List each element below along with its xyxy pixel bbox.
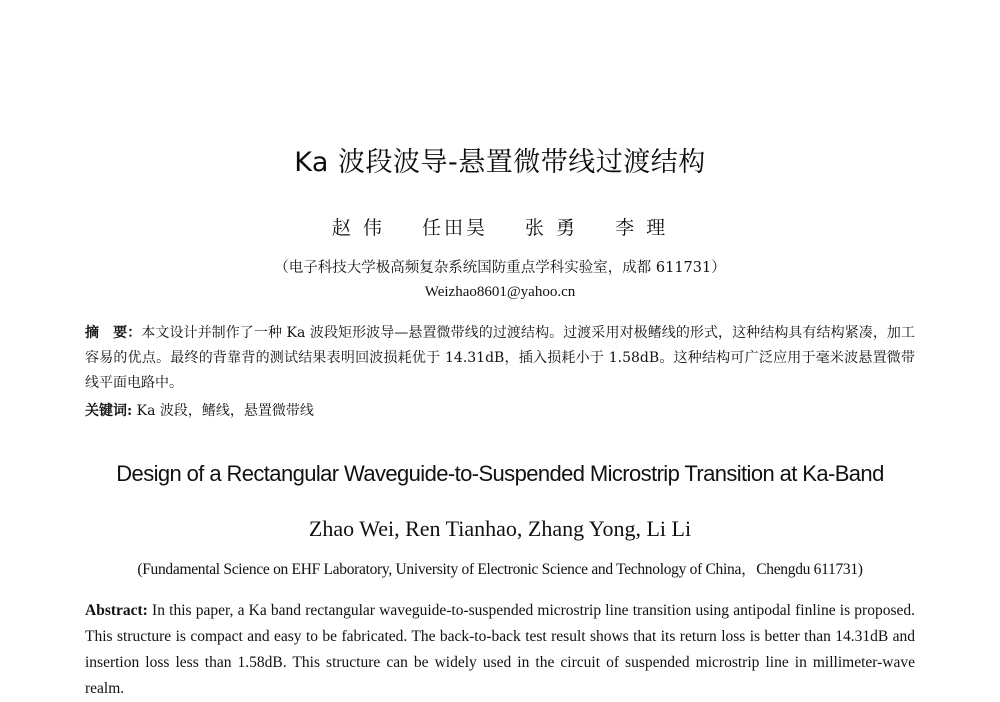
chinese-abstract-text: 本文设计并制作了一种 Ka 波段矩形波导—悬置微带线的过渡结构。过渡采用对极鳍线的形式，这种结构具有结构紧凑，加工容易的优点。最终的背靠背的测试结果表明回波损耗优于 14.31dB，插入损耗小于 1.58dB。这种结构可广泛应用于毫米波悬置微带线平面电路中。: [85, 325, 916, 391]
chinese-keywords: [85, 400, 915, 420]
english-title: Design of a Rectangular Waveguide-to-Suspended Microstrip Transition at Ka-Band: [116, 461, 884, 486]
chinese-abstract: [85, 321, 915, 396]
author-4: 李 理: [615, 217, 669, 239]
english-authors: Zhao Wei, Ren Tianhao, Zhang Yong, Li Li: [308, 516, 692, 541]
chinese-keywords-label: 关键词:: [85, 403, 133, 419]
chinese-keywords-text: Ka 波段，鳍线，悬置微带线: [132, 403, 314, 419]
author-3: 张 勇: [525, 217, 579, 239]
english-abstract: [85, 598, 915, 702]
english-abstract-label: Abstract:: [85, 602, 148, 619]
chinese-abstract-label: 摘 要：: [85, 325, 142, 341]
chinese-affiliation: （电子科技大学极高频复杂系统国防重点学科实验室，成都 611731）: [274, 260, 726, 276]
english-affiliation: (Fundamental Science on EHF Laboratory, University of Electronic Science and Technology of China，Chengdu 611731): [137, 561, 863, 578]
author-1: 赵 伟: [331, 217, 385, 239]
author-email: Weizhao8601@yahoo.cn: [424, 284, 576, 300]
author-2: 任田昊: [421, 217, 488, 239]
english-abstract-text: In this paper, a Ka band rectangular waveguide-to-suspended microstrip line transition using antipodal finline is proposed. This structure is compact and easy to be fabricated. The back-to-back test result shows that its return loss is better than 14.31dB and insertion loss less than 1.58dB. This structure can be widely used in the circuit of suspended microstrip line in millimeter-wave realm.: [85, 602, 915, 697]
chinese-title: Ka 波段波导-悬置微带线过渡结构: [294, 147, 706, 178]
chinese-authors: [0, 213, 1000, 240]
